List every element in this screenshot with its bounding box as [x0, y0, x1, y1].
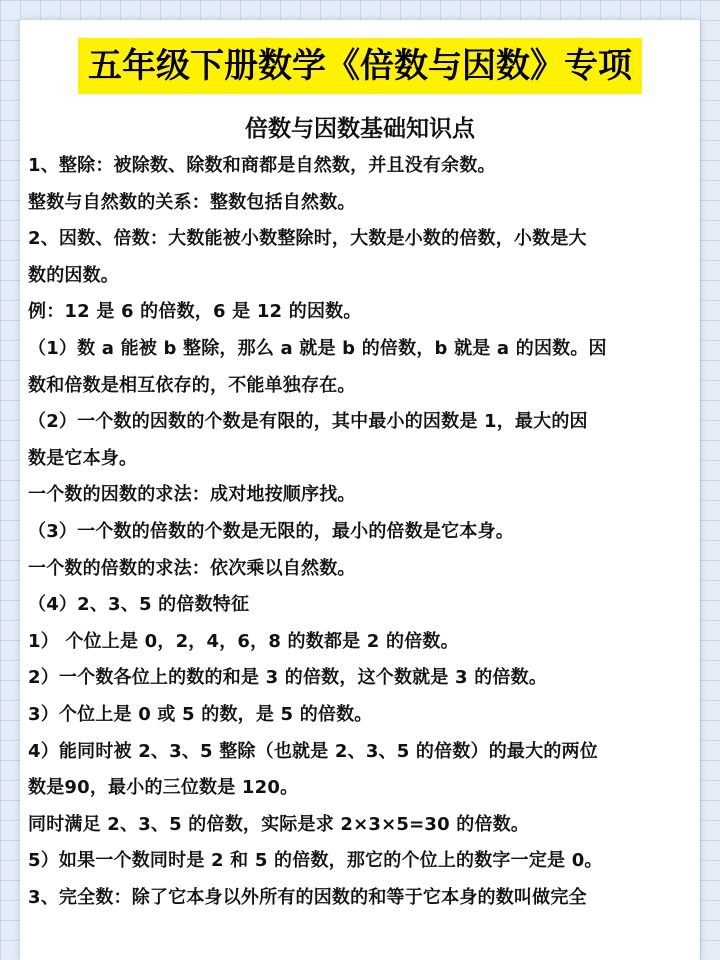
- text-line: 同时满足 2、3、5 的倍数，实际是求 2×3×5=30 的倍数。: [28, 813, 530, 835]
- text-line: 1、整除：被除数、除数和商都是自然数，并且没有余数。: [28, 155, 496, 176]
- section-subtitle: 倍数与因数基础知识点: [245, 116, 475, 142]
- text-line: 5）如果一个数同时是 2 和 5 的倍数，那它的个位上的数字一定是 0。: [28, 850, 603, 872]
- text-line: 2）一个数各位上的数的和是 3 的倍数，这个数就是 3 的倍数。: [28, 667, 548, 689]
- text-line: 一个数的倍数的求法：依次乘以自然数。: [28, 557, 356, 579]
- text-line: 数的因数。: [28, 264, 119, 286]
- text-line: 数是90，最小的三位数是 120。: [28, 777, 299, 799]
- text-line: （3）一个数的倍数的个数是无限的，最小的倍数是它本身。: [28, 520, 514, 542]
- document-card: [20, 20, 700, 960]
- text-line: 数是它本身。: [28, 447, 138, 469]
- text-line: （4）2、3、5 的倍数特征: [28, 594, 250, 616]
- text-line: 2、因数、倍数：大数能被小数整除时，大数是小数的倍数，小数是大: [28, 228, 587, 250]
- text-line: 整数与自然数的关系：整数包括自然数。: [28, 191, 356, 213]
- text-line: 4）能同时被 2、3、5 整除（也就是 2、3、5 的倍数）的最大的两位: [28, 740, 598, 762]
- title-banner: [20, 38, 700, 98]
- text-line: 3）个位上是 0 或 5 的数，是 5 的倍数。: [28, 703, 373, 725]
- text-line: （1）数 a 能被 b 整除，那么 a 就是 b 的倍数，b 就是 a 的因数。因: [28, 337, 607, 359]
- text-line: 1） 个位上是 0，2，4，6，8 的数都是 2 的倍数。: [28, 630, 459, 652]
- text-line: 一个数的因数的求法：成对地按顺序找。: [28, 484, 356, 506]
- main-title: 五年级下册数学《倍数与因数》专项: [78, 38, 642, 94]
- content-body: [20, 148, 700, 916]
- text-line: （2）一个数的因数的个数是有限的，其中最小的因数是 1，最大的因: [28, 411, 588, 433]
- text-line: 数和倍数是相互依存的，不能单独存在。: [28, 374, 356, 396]
- text-line: 3、完全数：除了它本身以外所有的因数的和等于它本身的数叫做完全: [28, 886, 587, 908]
- text-line: 例：12 是 6 的倍数，6 是 12 的因数。: [28, 301, 362, 323]
